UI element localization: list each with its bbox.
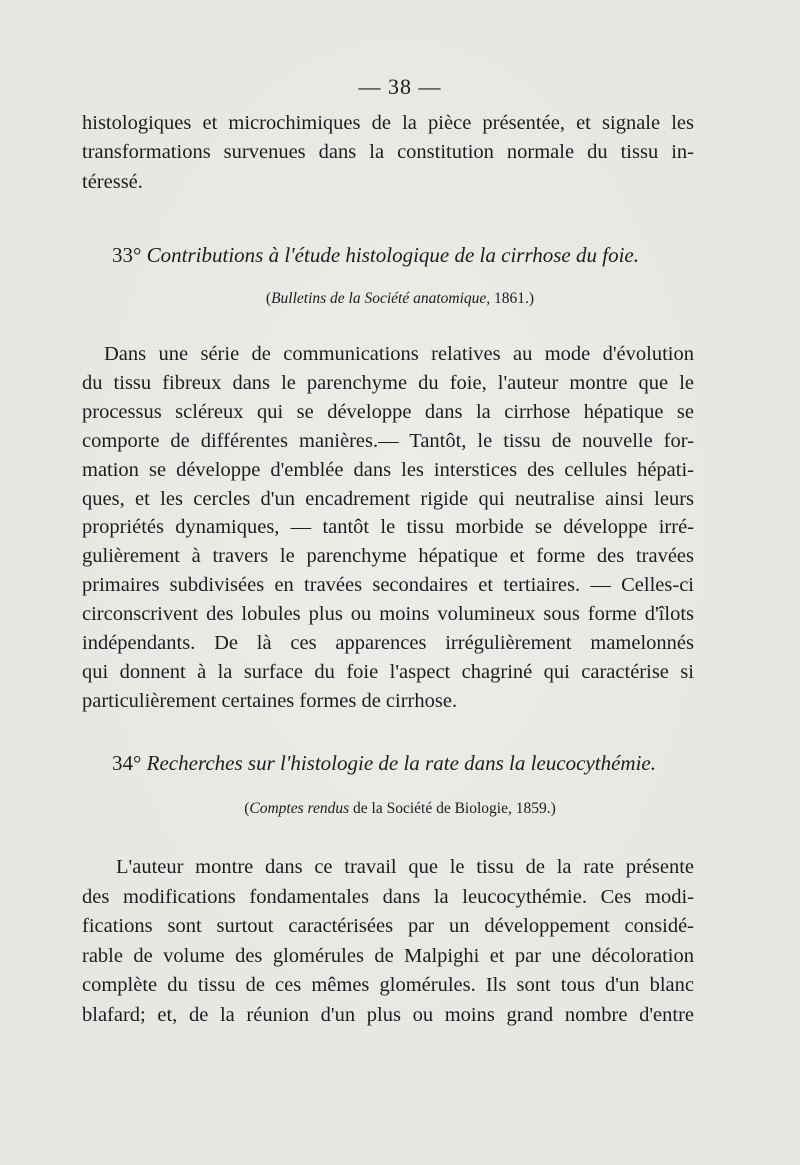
page-number: — 38 — <box>358 74 442 99</box>
source-open: ( <box>244 800 250 817</box>
text-line: transformations survenues dans la constitution normale du tissu in- <box>82 141 694 164</box>
text-line: circonscrivent des lobules plus ou moins volumineux sous forme d'îlots <box>82 603 694 626</box>
text-line: gulièrement à travers le parenchyme hépatique et forme des travées <box>82 545 694 568</box>
text-line: particulièrement certaines formes de cirrhose. <box>82 689 458 712</box>
text-line: L'auteur montre dans ce travail que le tissu de la rate présente <box>116 856 694 878</box>
text-line: qui donnent à la surface du foie l'aspect chagriné qui caractérise si <box>82 660 694 683</box>
text-line: primaires subdivisées en travées secondaires et tertiaires. — Celles-ci <box>82 574 694 597</box>
text-line: mation se développe d'emblée dans les interstices des cellules hépati- <box>82 458 694 481</box>
text-line: complète du tissu de ces mêmes glomérules. Ils sont tous d'un blanc <box>82 974 694 996</box>
text-line: processus scléreux qui se développe dans la cirrhose hépatique se <box>82 400 694 423</box>
source-detail: de la Société de Biologie, 1859.) <box>349 800 556 817</box>
text-line: blafard; et, de la réunion d'un plus ou moins grand nombre d'entre <box>82 1003 694 1026</box>
text-line: propriétés dynamiques, — tantôt le tissu morbide se développe irré- <box>82 516 694 539</box>
source-open: ( <box>265 290 272 307</box>
section-number: 34° <box>112 751 142 775</box>
section-number: 33° <box>112 243 142 267</box>
section-33-source <box>0 290 800 308</box>
text-line: Dans une série de communications relatives au mode d'évolution <box>104 343 694 365</box>
text-line: indépendants. De là ces apparences irrégulièrement mamelonnés <box>82 632 694 655</box>
section-title: Contributions à l'étude histologique de la cirrhose du foie. <box>146 243 639 267</box>
text-line: ques, et les cercles d'un encadrement rigide qui neutralise ainsi leurs <box>82 487 694 510</box>
text-line: du tissu fibreux dans le parenchyme du foie, l'auteur montre que le <box>82 371 694 394</box>
paragraph-cirrhose <box>82 340 694 716</box>
text-line: téressé. <box>82 170 143 193</box>
paragraph-intro <box>82 109 694 197</box>
section-title: Recherches sur l'histologie de la rate dans la leucocythémie. <box>146 751 656 775</box>
section-33-heading <box>112 243 732 268</box>
text-line: des modifications fondamentales dans la leucocythémie. Ces modi- <box>82 885 694 908</box>
section-34-source <box>0 800 800 818</box>
source-title: Bulletins de la Société anatomique, <box>271 290 491 307</box>
text-line: rable de volume des glomérules de Malpighi et par une décoloration <box>82 944 694 967</box>
source-detail: 1861.) <box>490 290 535 307</box>
text-line: histologiques et microchimiques de la pièce présentée, et signale les <box>82 112 694 134</box>
section-34-heading <box>112 751 732 776</box>
text-line: fications sont surtout caractérisées par un développement considé- <box>82 915 694 937</box>
source-title: Comptes rendus <box>249 800 350 817</box>
text-line: comporte de différentes manières.— Tantôt, le tissu de nouvelle for- <box>82 429 694 452</box>
paragraph-rate <box>82 853 694 1030</box>
